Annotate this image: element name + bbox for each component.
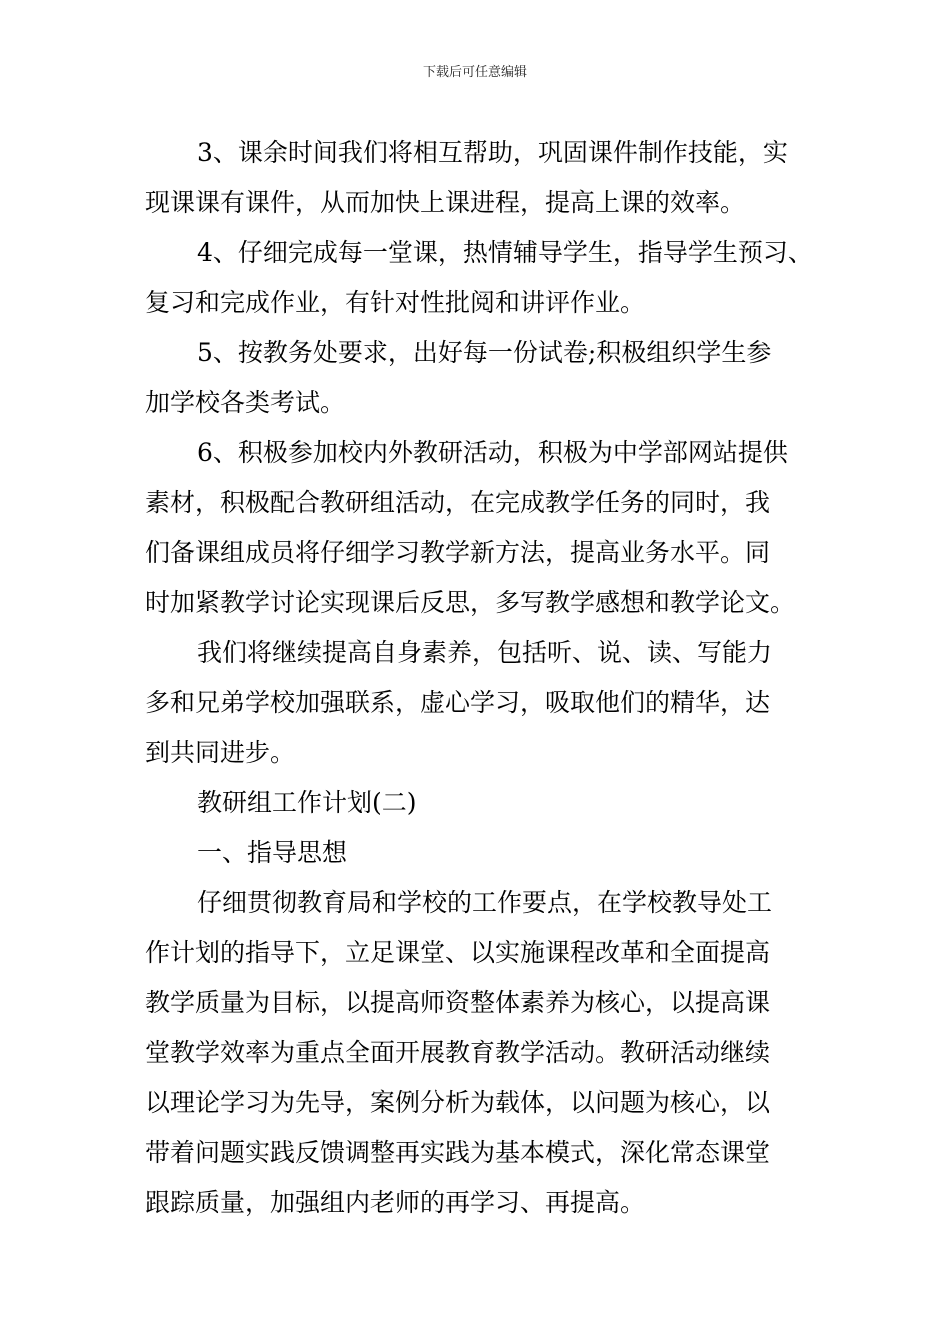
text-line: 跟踪质量，加强组内老师的再学习、再提高。 xyxy=(145,1188,646,1217)
text-line: 时加紧教学讨论实现课后反思，多写教学感想和教学论文。 xyxy=(145,588,796,617)
text-line: 6、积极参加校内外教研活动，积极为中学部网站提供 xyxy=(197,438,788,467)
text-line: 现课课有课件，从而加快上课进程，提高上课的效率。 xyxy=(145,188,746,217)
text-line: 加学校各类考试。 xyxy=(145,388,346,417)
text-line: 带着问题实践反馈调整再实践为基本模式，深化常态课堂 xyxy=(145,1138,771,1167)
document-body xyxy=(145,128,825,1228)
text-line: 们备课组成员将仔细学习教学新方法，提高业务水平。同 xyxy=(145,538,771,567)
text-line: 4、仔细完成每一堂课，热情辅导学生，指导学生预习、 xyxy=(197,238,813,267)
text-line: 堂教学效率为重点全面开展教育教学活动。教研活动继续 xyxy=(145,1038,771,1067)
text-line: 复习和完成作业，有针对性批阅和讲评作业。 xyxy=(145,288,646,317)
text-line: 3、课余时间我们将相互帮助，巩固课件制作技能，实 xyxy=(197,138,788,167)
text-line: 5、按教务处要求，出好每一份试卷;积极组织学生参 xyxy=(197,338,772,367)
text-line: 多和兄弟学校加强联系，虚心学习，吸取他们的精华，达 xyxy=(145,688,771,717)
text-line: 作计划的指导下，立足课堂、以实施课程改革和全面提高 xyxy=(145,938,771,967)
section-heading: 一、指导思想 xyxy=(197,838,348,867)
text-line: 素材，积极配合教研组活动，在完成教学任务的同时，我 xyxy=(145,488,771,517)
text-line: 我们将继续提高自身素养，包括听、说、读、写能力 xyxy=(197,638,773,667)
text-line: 到共同进步。 xyxy=(145,738,296,767)
section-title: 教研组工作计划(二) xyxy=(197,788,417,817)
text-line: 以理论学习为先导，案例分析为载体，以问题为核心，以 xyxy=(145,1088,771,1117)
text-line: 仔细贯彻教育局和学校的工作要点，在学校教导处工 xyxy=(197,888,773,917)
text-line: 教学质量为目标，以提高师资整体素养为核心，以提高课 xyxy=(145,988,771,1017)
page-header: 下载后可任意编辑 xyxy=(422,65,527,80)
